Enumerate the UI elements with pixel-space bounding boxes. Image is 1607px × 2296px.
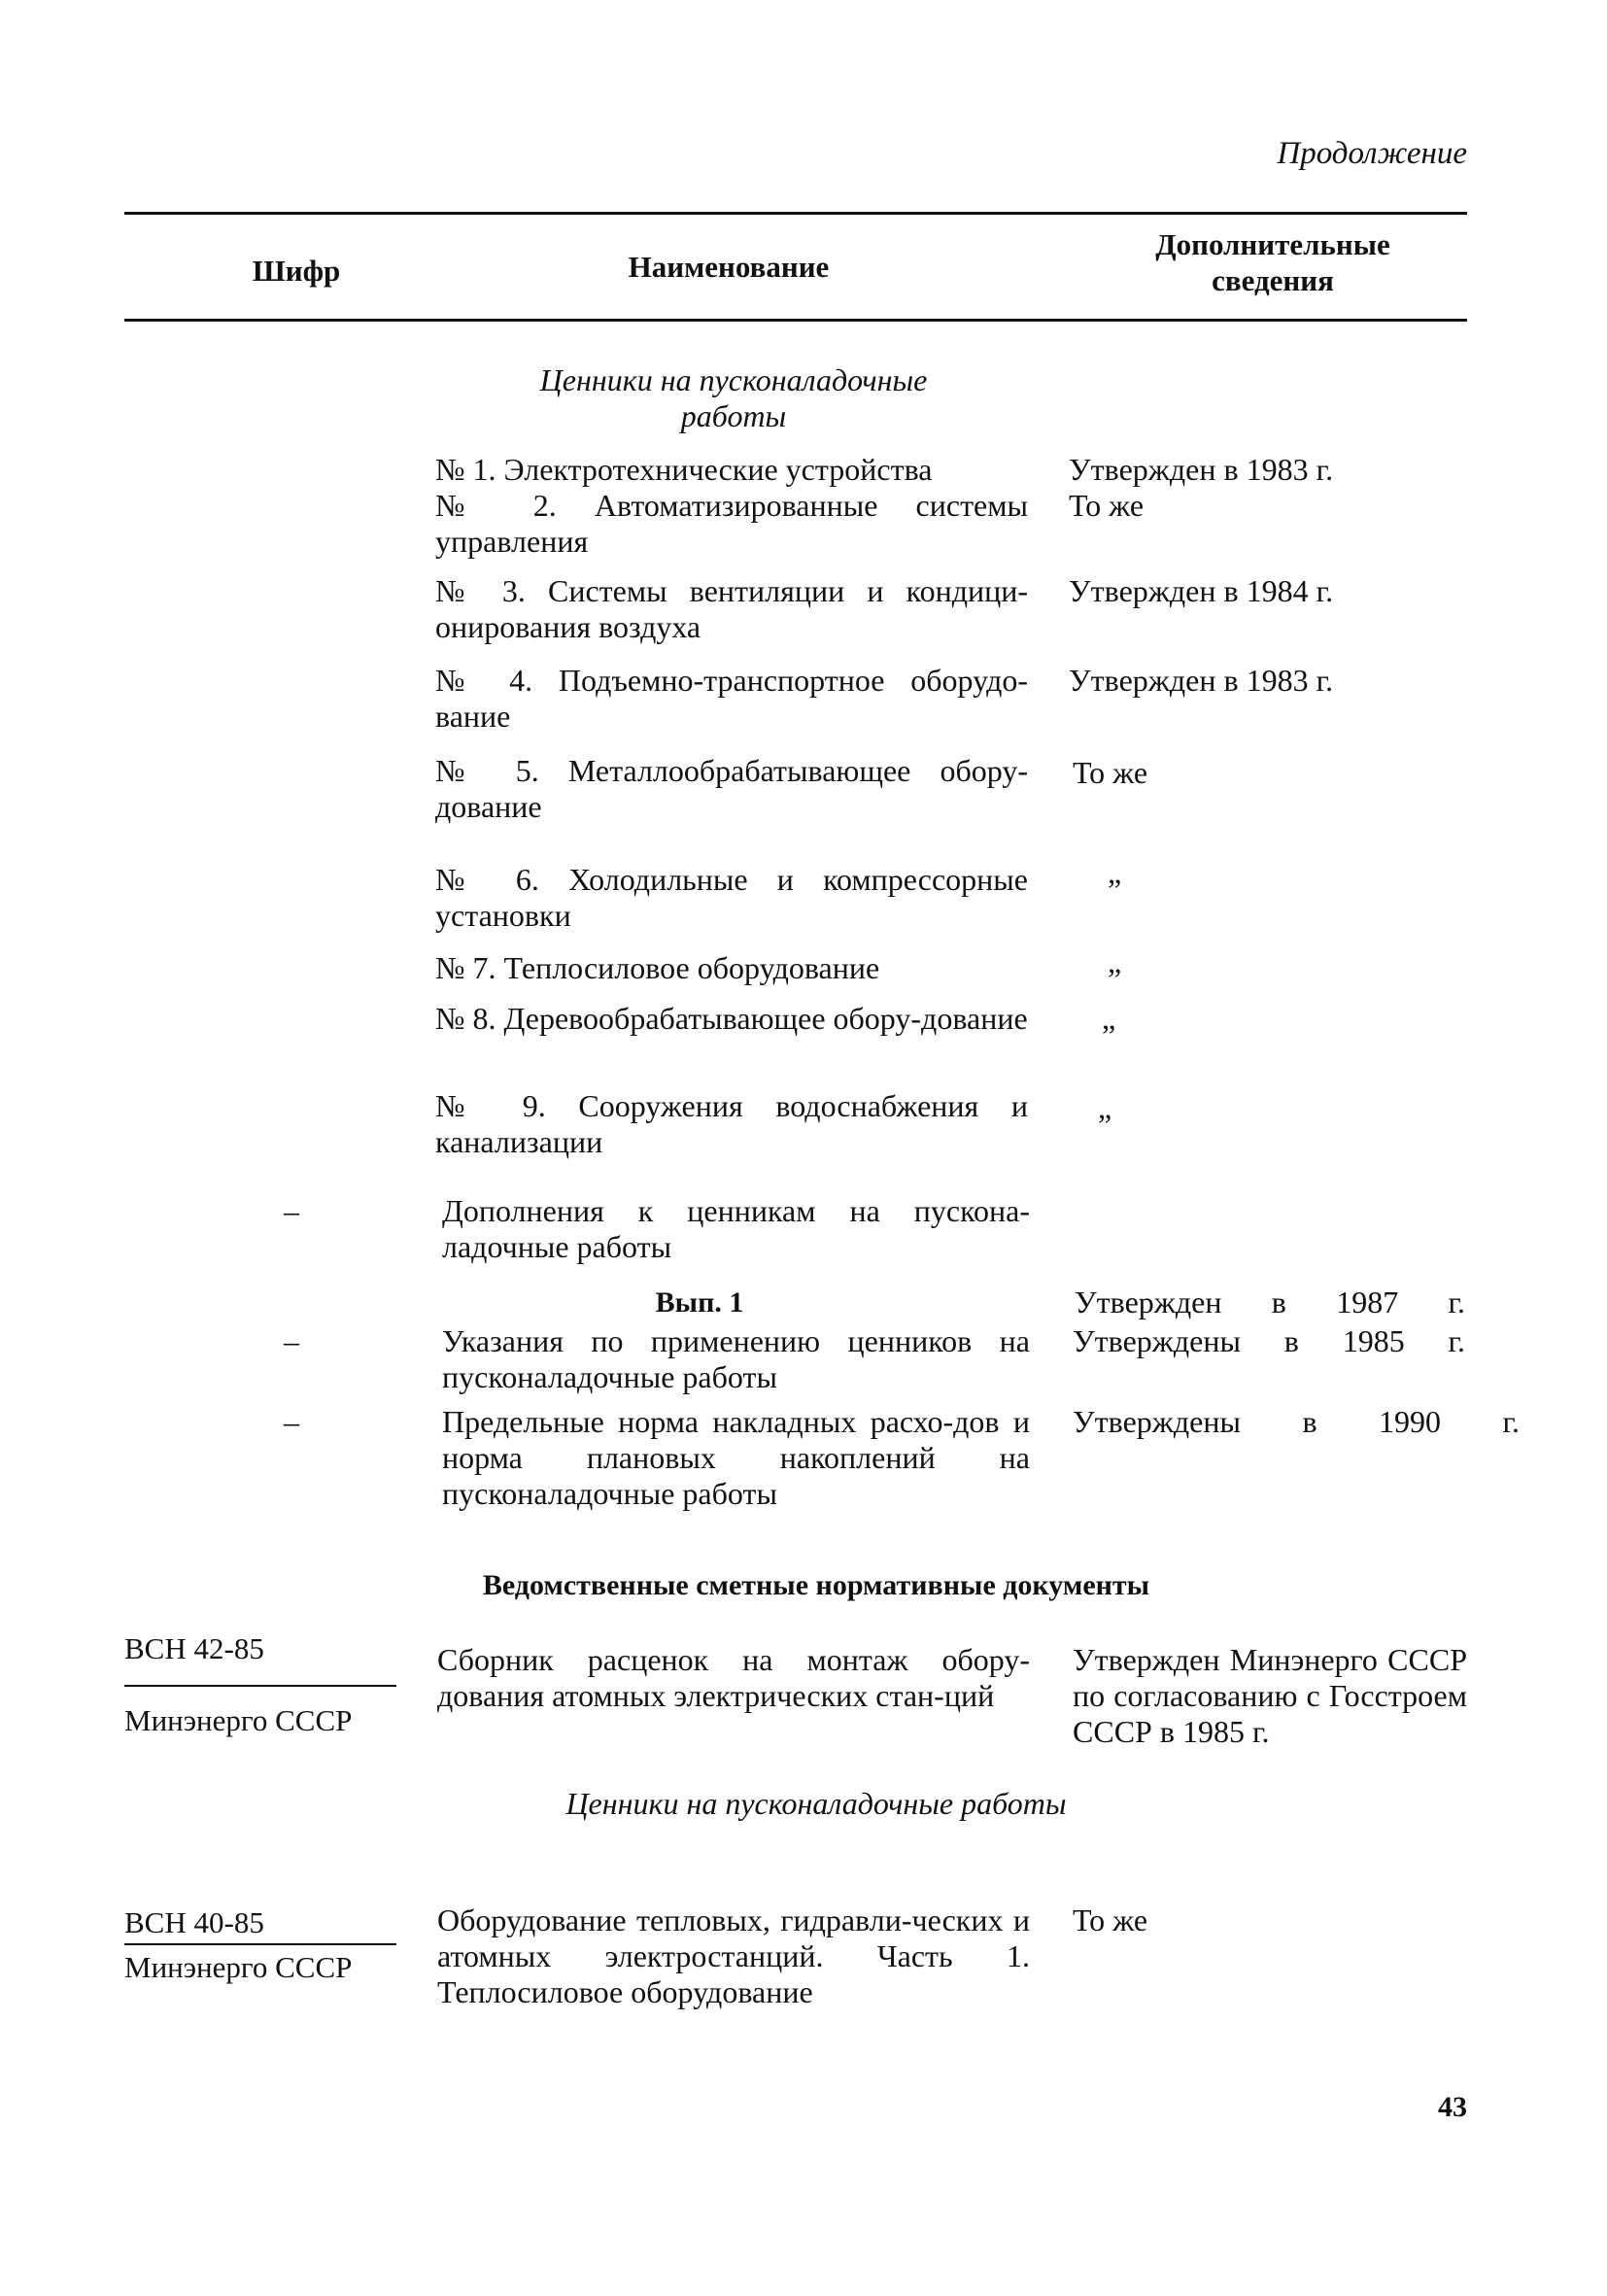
column-header-extra-line2: сведения	[1212, 263, 1334, 297]
entry-code-top: ВСН 40-85	[124, 1905, 264, 1939]
table-top-rule	[124, 212, 1467, 215]
section-title-line2: работы	[680, 398, 787, 433]
table-row-extra: Утвержден в 1984 г.	[1069, 573, 1334, 608]
page-number: 43	[1438, 2091, 1467, 2123]
continuation-label: Продолжение	[1277, 136, 1467, 171]
entry-code-bottom: Минэнерго СССР	[124, 1950, 353, 1984]
table-header-rule	[124, 319, 1467, 322]
table-row-extra: „	[1108, 855, 1122, 890]
table-row-name: Предельные норма накладных расхо-дов и норма плановых накоплений на пусконаладочные работы	[442, 1404, 1030, 1511]
table-row-extra: „	[1098, 1090, 1112, 1125]
table-row-name: № 7. Теплосиловое оборудование	[435, 950, 880, 985]
table-row-name: № 6. Холодильные и компрессорные установки	[435, 862, 1028, 933]
section-title-price-lists	[442, 362, 1025, 434]
code-divider	[124, 1685, 396, 1687]
table-row-extra: То же	[1073, 1902, 1148, 1937]
table-row-extra: Утвержден Минэнерго СССР по согласованию с Госстроем СССР в 1985 г.	[1073, 1642, 1467, 1749]
column-header-code: Шифр	[252, 254, 341, 288]
table-row-name: № 3. Системы вентиляции и кондици-онирования воздуха	[435, 573, 1028, 644]
table-row-name: № 4. Подъемно-транспортное оборудо-вание	[435, 663, 1028, 734]
table-row-name: № 2. Автоматизированные системы управления	[435, 488, 1028, 559]
section-title-line1: Ценники на пусконаладочные	[539, 362, 928, 397]
table-row-extra: „	[1102, 1001, 1116, 1036]
table-row-code: –	[284, 1193, 299, 1228]
table-row-name: № 5. Металлообрабатывающее обору-дование	[435, 753, 1028, 824]
table-row-name: № 8. Деревообрабатывающее обору-дование	[435, 1001, 1028, 1036]
table-row-name: Дополнения к ценникам на пускона-ладочные работы	[442, 1193, 1030, 1264]
table-row-extra: Утвержден в 1983 г.	[1069, 452, 1334, 487]
table-row-name: Сборник расценок на монтаж обору-дования атомных электрических стан-ций	[437, 1642, 1030, 1713]
column-header-extra-line1: Дополнительные	[1155, 227, 1390, 261]
code-divider	[124, 1943, 396, 1945]
column-header-extra	[1078, 226, 1467, 298]
table-row-name: № 9. Сооружения водоснабжения и канализации	[435, 1088, 1028, 1159]
table-row-name: № 1. Электротехнические устройства	[435, 452, 933, 487]
table-row-extra: Утверждены в 1990 г.	[1073, 1404, 1520, 1439]
table-row-extra: Утверждены в 1985 г.	[1073, 1323, 1465, 1358]
entry-code-top: ВСН 42-85	[124, 1631, 264, 1665]
table-row-code: –	[284, 1323, 299, 1358]
section-title-price-lists-2: Ценники на пусконаладочные работы	[565, 1786, 1067, 1821]
table-row-extra: Утвержден в 1983 г.	[1069, 663, 1334, 698]
section-title-departmental: Ведомственные сметные нормативные документы	[482, 1569, 1150, 1601]
column-header-name: Наименование	[628, 250, 830, 284]
table-row-extra: То же	[1069, 488, 1145, 523]
table-row-name: Оборудование тепловых, гидравли-ческих и атомных электростанций. Часть 1. Теплосиловое оборудование	[437, 1902, 1030, 2009]
entry-code-bottom: Минэнерго СССР	[124, 1703, 353, 1737]
table-row-name: Указания по применению ценников на пусконаладочные работы	[442, 1323, 1030, 1394]
table-row-extra: „	[1108, 944, 1122, 979]
table-row-code: –	[284, 1404, 299, 1439]
issue-label: Вып. 1	[655, 1286, 744, 1319]
table-row-extra: Утвержден в 1987 г.	[1075, 1285, 1465, 1319]
table-row-extra: То же	[1073, 755, 1148, 790]
